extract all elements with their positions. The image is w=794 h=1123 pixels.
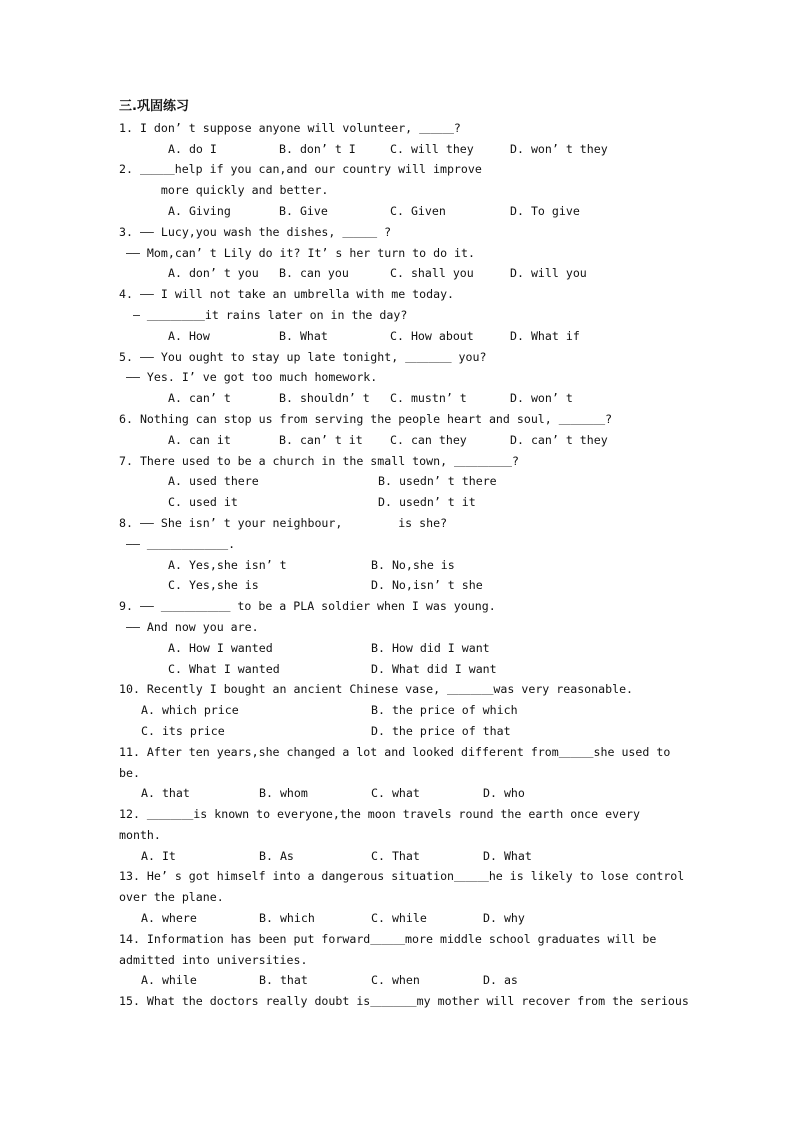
option-d[interactable]: D. To give bbox=[510, 203, 580, 218]
options-row bbox=[119, 388, 719, 409]
options-row bbox=[119, 783, 719, 804]
option-a[interactable]: A. How I wanted bbox=[168, 640, 273, 655]
options-row bbox=[119, 139, 719, 160]
option-a[interactable]: A. do I bbox=[168, 141, 217, 156]
question-text: 8. —— She isn’ t your neighbour, is she? bbox=[119, 515, 448, 530]
question-text: 9. —— ＿＿＿＿＿＿ to be a PLA soldier when I was young. bbox=[119, 599, 496, 614]
question-text: 5. —— You ought to stay up late tonight, ＿＿＿＿ you? bbox=[119, 349, 487, 364]
question-text: month. bbox=[119, 827, 161, 842]
option-b[interactable]: B. Give bbox=[279, 203, 328, 218]
question-13 bbox=[119, 866, 719, 928]
question-text: —— Mom,can’ t Lily do it? It’ s her turn to do it. bbox=[119, 245, 475, 260]
question-4 bbox=[119, 284, 719, 346]
question-text: 6. Nothing can stop us from serving the people heart and soul, ＿＿＿＿? bbox=[119, 411, 613, 426]
question-14 bbox=[119, 929, 719, 991]
option-d[interactable]: D. who bbox=[483, 786, 525, 801]
option-c[interactable]: C. How about bbox=[390, 328, 474, 343]
option-b[interactable]: B. can you bbox=[279, 266, 349, 281]
question-text: 11. After ten years,she changed a lot and looked different from＿＿＿she used to bbox=[119, 744, 671, 759]
option-a[interactable]: A. can it bbox=[168, 432, 231, 447]
exercise-page bbox=[119, 97, 719, 1012]
question-3 bbox=[119, 222, 719, 284]
question-text: — ＿＿＿＿＿it rains later on in the day? bbox=[119, 307, 408, 322]
question-list bbox=[119, 118, 719, 1012]
options-row bbox=[119, 492, 719, 513]
section-title: 三.巩固练习 bbox=[119, 99, 189, 114]
options-row bbox=[119, 700, 719, 721]
question-8 bbox=[119, 513, 719, 596]
option-b[interactable]: B. can’ t it bbox=[279, 432, 363, 447]
option-c[interactable]: C. its price bbox=[141, 723, 225, 738]
option-c[interactable]: C. mustn’ t bbox=[390, 391, 467, 406]
question-text: 2. ＿＿＿help if you can,and our country will improve bbox=[119, 162, 482, 177]
option-c[interactable]: C. while bbox=[371, 911, 427, 926]
option-a[interactable]: A. where bbox=[141, 911, 197, 926]
option-b[interactable]: B. whom bbox=[259, 786, 308, 801]
options-row bbox=[119, 430, 719, 451]
option-d[interactable]: D. will you bbox=[510, 266, 587, 281]
question-text: 10. Recently I bought an ancient Chinese vase, ＿＿＿＿was very reasonable. bbox=[119, 682, 634, 697]
options-row bbox=[119, 555, 719, 576]
options-row bbox=[119, 970, 719, 991]
option-a[interactable]: A. while bbox=[141, 973, 197, 988]
question-text: admitted into universities. bbox=[119, 952, 308, 967]
question-1 bbox=[119, 118, 719, 160]
question-text: over the plane. bbox=[119, 890, 224, 905]
options-row bbox=[119, 471, 719, 492]
option-c[interactable]: C. shall you bbox=[390, 266, 474, 281]
option-c[interactable]: C. That bbox=[371, 848, 420, 863]
question-10 bbox=[119, 679, 719, 741]
option-d[interactable]: D. What if bbox=[510, 328, 580, 343]
option-b[interactable]: B. shouldn’ t bbox=[279, 391, 370, 406]
option-b[interactable]: B. that bbox=[259, 973, 308, 988]
question-text: —— Yes. I’ ve got too much homework. bbox=[119, 370, 378, 385]
question-text: 13. He’ s got himself into a dangerous situation＿＿＿he is likely to lose control bbox=[119, 869, 685, 884]
options-row bbox=[119, 659, 719, 680]
question-15 bbox=[119, 991, 719, 1012]
options-row bbox=[119, 846, 719, 867]
option-b[interactable]: B. No,she is bbox=[371, 557, 455, 572]
option-d[interactable]: D. won’ t bbox=[510, 391, 573, 406]
option-b[interactable]: B. What bbox=[279, 328, 328, 343]
question-12 bbox=[119, 804, 719, 866]
option-a[interactable]: A. which price bbox=[141, 703, 239, 718]
option-d[interactable]: D. What did I want bbox=[371, 661, 497, 676]
question-text: 3. —— Lucy,you wash the dishes, ＿＿＿ ? bbox=[119, 224, 392, 239]
options-row bbox=[119, 721, 719, 742]
question-text: 14. Information has been put forward＿＿＿more middle school graduates will be bbox=[119, 931, 657, 946]
option-a[interactable]: A. Yes,she isn’ t bbox=[168, 557, 287, 572]
question-text: more quickly and better. bbox=[119, 183, 329, 198]
option-b[interactable]: B. usedn’ t there bbox=[378, 474, 497, 489]
options-row bbox=[119, 575, 719, 596]
options-row bbox=[119, 201, 719, 222]
option-a[interactable]: A. that bbox=[141, 786, 190, 801]
option-c[interactable]: C. Yes,she is bbox=[168, 578, 259, 593]
option-d[interactable]: D. won’ t they bbox=[510, 141, 608, 156]
option-c[interactable]: C. What I wanted bbox=[168, 661, 280, 676]
question-6 bbox=[119, 409, 719, 451]
question-9 bbox=[119, 596, 719, 679]
question-5 bbox=[119, 347, 719, 409]
option-d[interactable]: D. can’ t they bbox=[510, 432, 608, 447]
option-b[interactable]: B. How did I want bbox=[371, 640, 490, 655]
option-d[interactable]: D. usedn’ t it bbox=[378, 495, 476, 510]
question-text: 1. I don’ t suppose anyone will volunteer, ＿＿＿? bbox=[119, 120, 461, 135]
options-row bbox=[119, 908, 719, 929]
option-d[interactable]: D. why bbox=[483, 911, 525, 926]
option-b[interactable]: B. don’ t I bbox=[279, 141, 356, 156]
option-a[interactable]: A. don’ t you bbox=[168, 266, 259, 281]
options-row bbox=[119, 263, 719, 284]
option-d[interactable]: D. No,isn’ t she bbox=[371, 578, 483, 593]
option-b[interactable]: B. As bbox=[259, 848, 294, 863]
option-d[interactable]: D. as bbox=[483, 973, 518, 988]
option-a[interactable]: A. Giving bbox=[168, 203, 231, 218]
question-text: 12. ＿＿＿＿is known to everyone,the moon travels round the earth once every bbox=[119, 807, 641, 822]
option-c[interactable]: C. used it bbox=[168, 495, 238, 510]
options-row bbox=[119, 638, 719, 659]
option-a[interactable]: A. It bbox=[141, 848, 176, 863]
option-c[interactable]: C. Given bbox=[390, 203, 446, 218]
options-row bbox=[119, 326, 719, 347]
option-c[interactable]: C. will they bbox=[390, 141, 474, 156]
question-11 bbox=[119, 742, 719, 804]
question-2 bbox=[119, 159, 719, 221]
option-a[interactable]: A. used there bbox=[168, 474, 259, 489]
question-text: 7. There used to be a church in the small town, ＿＿＿＿＿? bbox=[119, 453, 519, 468]
question-text: —— And now you are. bbox=[119, 619, 259, 634]
option-c[interactable]: C. what bbox=[371, 786, 420, 801]
question-text: 4. —— I will not take an umbrella with me today. bbox=[119, 287, 455, 302]
option-b[interactable]: B. which bbox=[259, 911, 315, 926]
option-d[interactable]: D. the price of that bbox=[371, 723, 511, 738]
question-text: 15. What the doctors really doubt is＿＿＿＿my mother will recover from the serious bbox=[119, 994, 689, 1009]
question-7 bbox=[119, 451, 719, 513]
question-text: be. bbox=[119, 765, 140, 780]
option-c[interactable]: C. can they bbox=[390, 432, 467, 447]
option-c[interactable]: C. when bbox=[371, 973, 420, 988]
question-text: —— ＿＿＿＿＿＿＿. bbox=[119, 536, 236, 551]
option-b[interactable]: B. the price of which bbox=[371, 703, 518, 718]
option-d[interactable]: D. What bbox=[483, 848, 532, 863]
option-a[interactable]: A. How bbox=[168, 328, 210, 343]
option-a[interactable]: A. can’ t bbox=[168, 391, 231, 406]
